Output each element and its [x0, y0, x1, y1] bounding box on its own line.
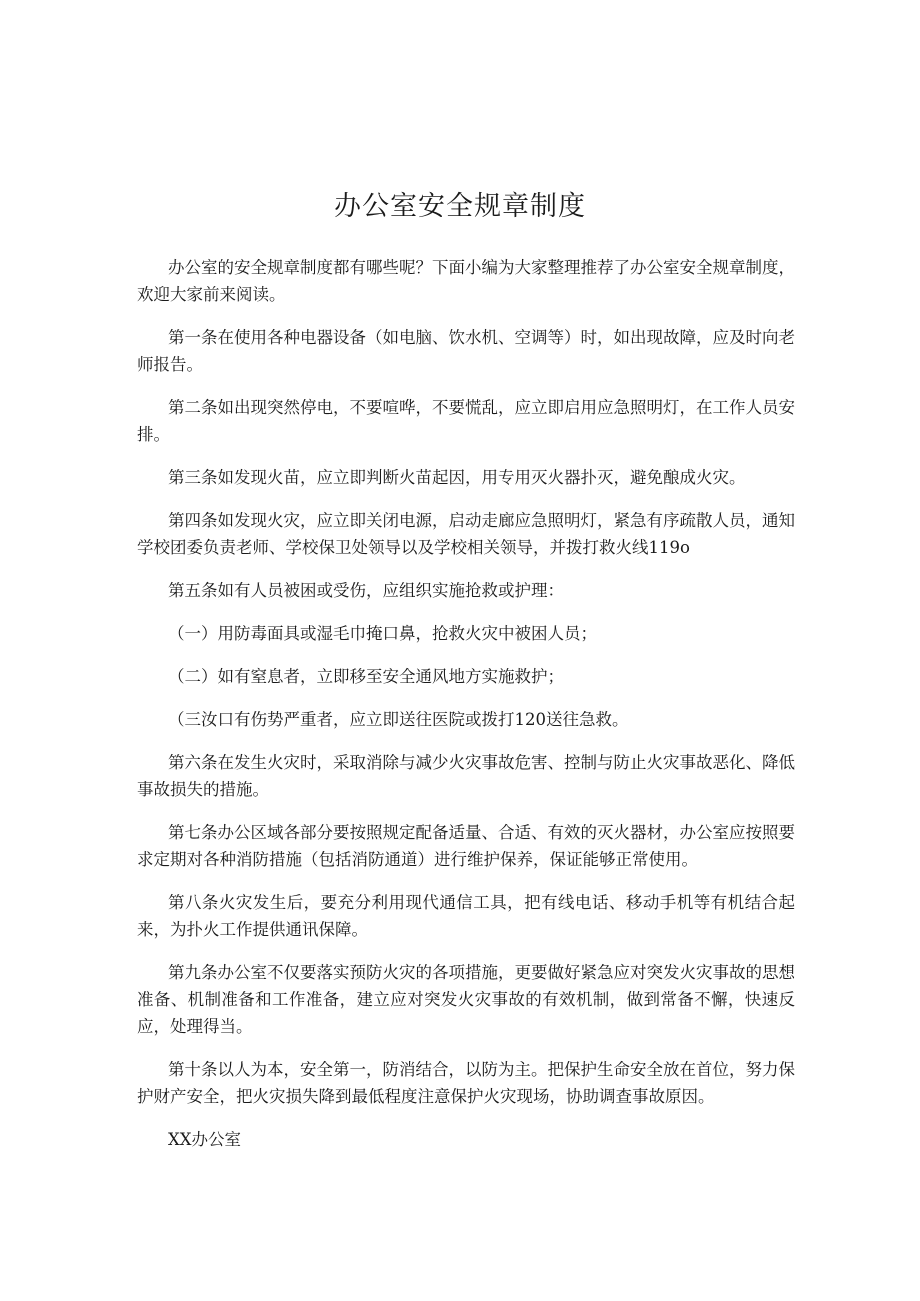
document-body: [137, 254, 795, 1169]
article-9: 第九条办公室不仅要落实预防火灾的各项措施，更要做好紧急应对突发火灾事故的思想准备、机制准备和工作准备，建立应对突发火灾事故的有效机制，做到常备不懈，快速反应，处理得当。: [137, 963, 795, 1036]
article-3: 第三条如发现火苗，应立即判断火苗起因，用专用灭火器扑灭，避免酿成火灾。: [168, 468, 746, 487]
article-5-item-2: （二）如有窒息者，立即移至安全通风地方实施救护；: [168, 667, 564, 686]
intro-paragraph: 办公室的安全规章制度都有哪些呢？下面小编为大家整理推荐了办公室安全规章制度，欢迎大家前来阅读。: [137, 258, 795, 304]
article-7: 第七条办公区域各部分要按照规定配备适量、合适、有效的灭火器材，办公室应按照要求定期对各种消防措施（包括消防通道）进行维护保养，保证能够正常使用。: [137, 823, 795, 869]
article-8: 第八条火灾发生后，要充分利用现代通信工具，把有线电话、移动手机等有机结合起来，为扑火工作提供通讯保障。: [137, 893, 795, 939]
article-5-item-3: （三汝口有伤势严重者，应立即送往医院或拨打120送往急救。: [168, 710, 629, 729]
article-10: 第十条以人为本，安全第一，防消结合，以防为主。把保护生命安全放在首位，努力保护财产安全，把火灾损失降到最低程度注意保护火灾现场，协助调查事故原因。: [137, 1060, 795, 1106]
article-2: 第二条如出现突然停电，不要喧哗，不要慌乱，应立即启用应急照明灯，在工作人员安排。: [137, 398, 795, 444]
signature: XX办公室: [168, 1130, 241, 1149]
article-6: 第六条在发生火灾时，采取消除与减少火灾事故危害、控制与防止火灾事故恶化、降低事故损失的措施。: [137, 753, 795, 799]
article-4: 第四条如发现火灾，应立即关闭电源，启动走廊应急照明灯，紧急有序疏散人员，通知学校团委负责老师、学校保卫处领导以及学校相关领导，并拨打救火线119o: [137, 511, 795, 557]
article-1: 第一条在使用各种电器设备（如电脑、饮水机、空调等）时，如出现故障，应及时向老师报告。: [137, 328, 795, 374]
page-title: 办公室安全规章制度: [334, 191, 586, 222]
article-5: 第五条如有人员被困或受伤，应组织实施抢救或护理：: [168, 581, 564, 600]
article-5-item-1: （一）用防毒面具或湿毛巾掩口鼻，抢救火灾中被困人员；: [168, 624, 597, 643]
